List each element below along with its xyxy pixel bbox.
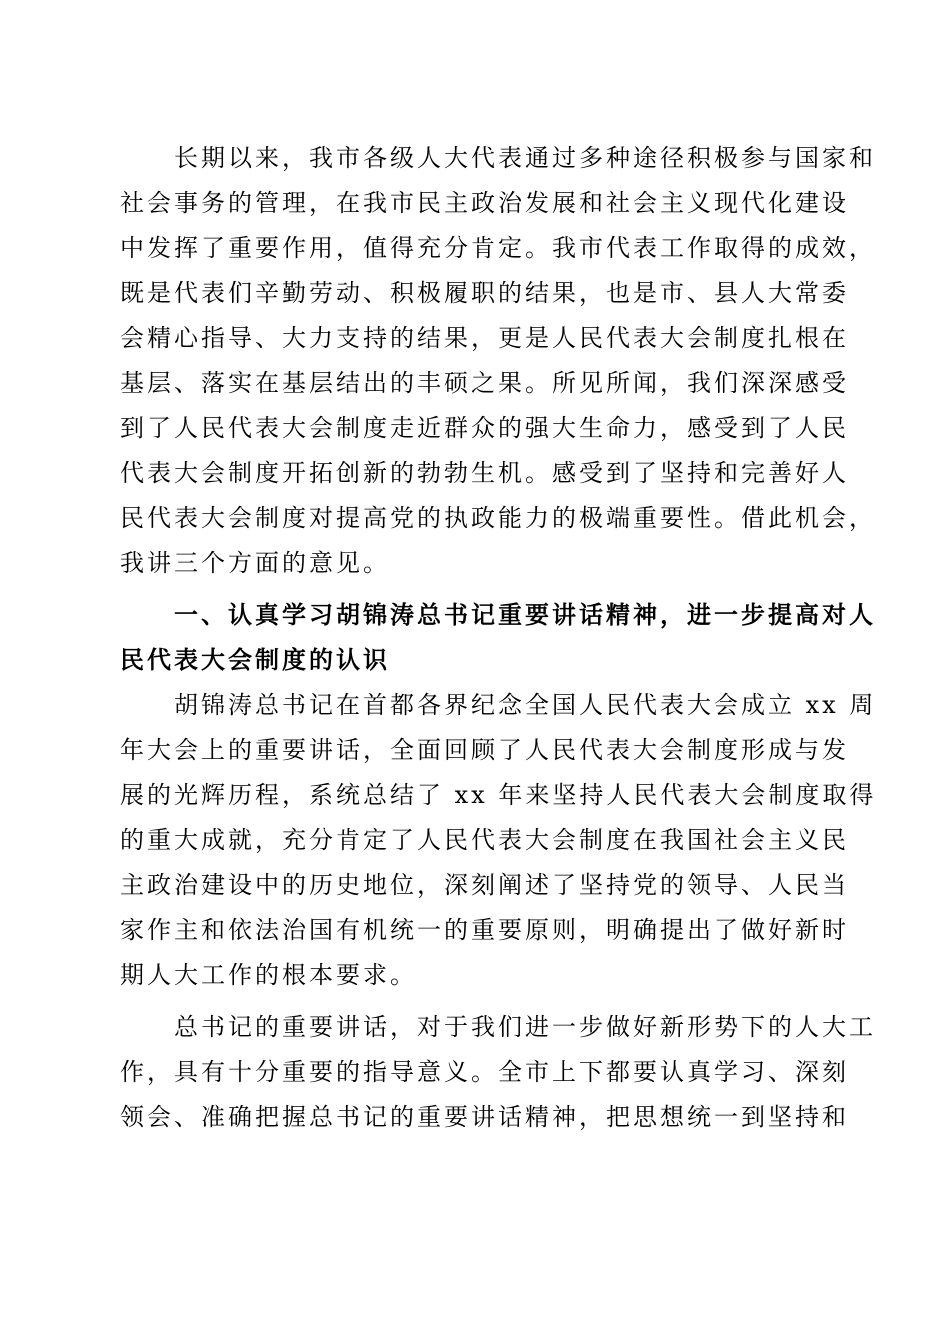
text-line: 代表大会制度开拓创新的勃勃生机。感受到了坚持和完善好人: [120, 459, 849, 487]
text-line: 主政治建设中的历史地位，深刻阐述了坚持党的领导、人民当: [120, 871, 849, 899]
paragraph-speech-summary: [120, 683, 877, 998]
heading-line: 民代表大会制度的认识: [120, 646, 390, 674]
paragraph-significance: [120, 1005, 876, 1140]
text-line: 总书记的重要讲话，对于我们进一步做好新形势下的人大工: [120, 1013, 876, 1041]
document-body: [120, 136, 877, 1140]
text-line: 基层、落实在基层结出的丰硕之果。所见所闻，我们深深感受: [120, 369, 849, 397]
paragraph-intro: [120, 136, 876, 586]
text-line: 长期以来，我市各级人大代表通过多种途径积极参与国家和: [120, 144, 876, 172]
text-line: 展的光辉历程，系统总结了 xx 年来坚持人民代表大会制度取得: [120, 781, 877, 809]
text-line: 民代表大会制度对提高党的执政能力的极端重要性。借此机会，: [120, 504, 876, 532]
text-line: 会精心指导、大力支持的结果，更是人民代表大会制度扎根在: [120, 324, 849, 352]
text-line: 胡锦涛总书记在首都各界纪念全国人民代表大会成立 xx 周: [120, 691, 877, 719]
text-line: 领会、准确把握总书记的重要讲话精神，把思想统一到坚持和: [120, 1103, 849, 1131]
text-line: 中发挥了重要作用，值得充分肯定。我市代表工作取得的成效，: [120, 234, 876, 262]
text-line: 的重大成就，充分肯定了人民代表大会制度在我国社会主义民: [120, 826, 849, 854]
text-line: 作，具有十分重要的指导意义。全市上下都要认真学习、深刻: [120, 1058, 849, 1086]
text-line: 社会事务的管理，在我市民主政治发展和社会主义现代化建设: [120, 189, 849, 217]
text-line: 到了人民代表大会制度走近群众的强大生命力，感受到了人民: [120, 414, 849, 442]
text-line: 年大会上的重要讲话，全面回顾了人民代表大会制度形成与发: [120, 736, 849, 764]
text-line: 我讲三个方面的意见。: [120, 549, 390, 577]
section-heading-1: [120, 593, 876, 683]
heading-line: 一、认真学习胡锦涛总书记重要讲话精神，进一步提高对人: [120, 601, 876, 629]
text-line: 家作主和依法治国有机统一的重要原则，明确提出了做好新时: [120, 916, 849, 944]
text-line: 期人大工作的根本要求。: [120, 961, 417, 989]
text-line: 既是代表们辛勤劳动、积极履职的结果，也是市、县人大常委: [120, 279, 849, 307]
